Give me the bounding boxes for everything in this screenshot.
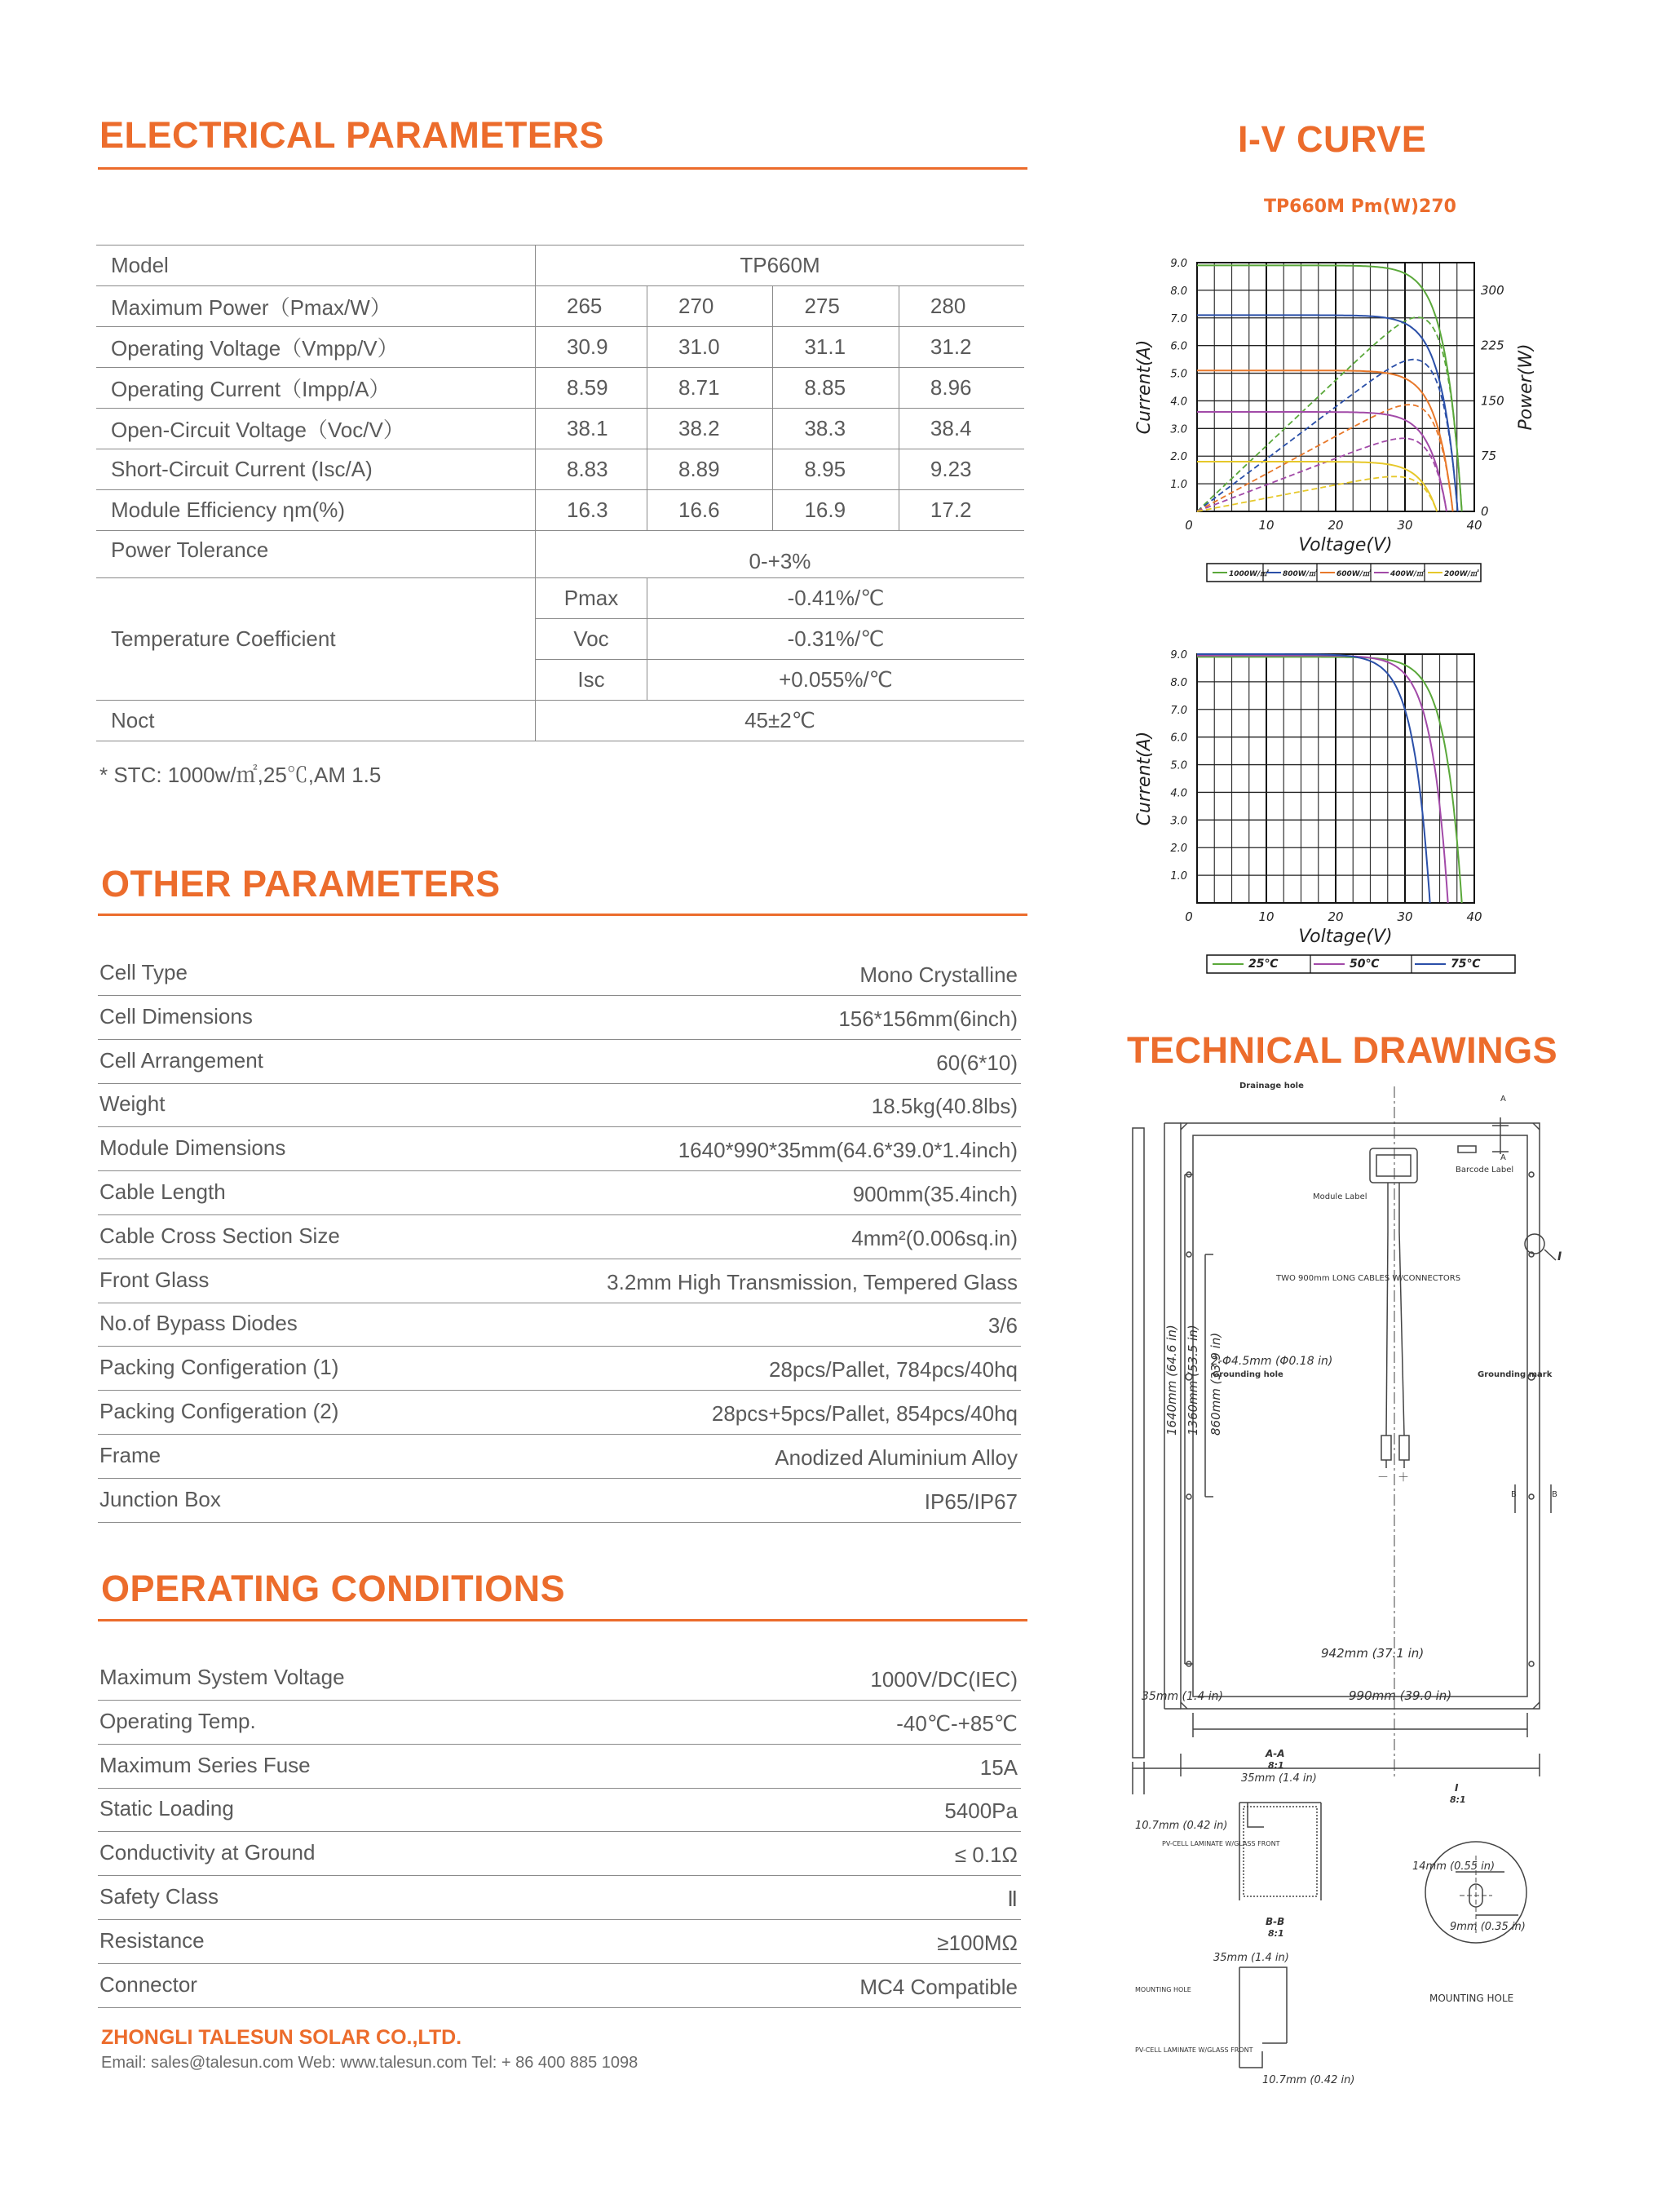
param-value: 3.2mm High Transmission, Tempered Glass <box>607 1269 1018 1294</box>
x-tick-label: 10 <box>1258 909 1275 924</box>
minus-symbol: － <box>1377 1471 1389 1484</box>
power-curve-line <box>1197 405 1453 511</box>
detail-dim: 14mm (0.55 in) <box>1412 1860 1495 1873</box>
plus-symbol: ＋ <box>1398 1471 1409 1484</box>
param-value: 60(6*10) <box>936 1050 1018 1075</box>
param-value: 15A <box>979 1754 1018 1780</box>
param-value: 3/6 <box>987 1313 1018 1338</box>
legend-label: 600W/㎡ <box>1336 570 1371 578</box>
param-label: Safety Class <box>99 1884 219 1909</box>
connector <box>1381 1436 1391 1460</box>
param-value: -40℃-+85℃ <box>896 1710 1018 1736</box>
stc-note: * STC: 1000w/㎡,25℃,AM 1.5 <box>99 763 382 787</box>
param-label: Operating Current（Impp/A） <box>96 368 536 409</box>
section-scale: 8:1 <box>1268 1760 1284 1771</box>
y-tick-label: 3.0 <box>1170 423 1187 436</box>
detail-i-title: I <box>1455 1782 1459 1794</box>
y-tick-label: 6.0 <box>1170 340 1187 353</box>
param-value: 28pcs+5pcs/Pallet, 854pcs/40hq <box>711 1401 1018 1426</box>
param-label: Packing Configeration (2) <box>99 1399 339 1423</box>
y2-tick-label: 75 <box>1481 449 1497 464</box>
param-value: 8.83 <box>536 449 647 490</box>
param-value: 38.2 <box>647 409 773 449</box>
y-tick-label: 1.0 <box>1170 870 1187 883</box>
table-row <box>96 531 1024 578</box>
param-label: Resistance <box>99 1927 205 1953</box>
param-value: 16.6 <box>647 490 773 531</box>
iv-curve-charts <box>1036 171 1670 987</box>
pv-cell-label: PV-CELL LAMINATE W/GLASS FRONT <box>1162 1840 1280 1847</box>
param-value: 900mm(35.4inch) <box>852 1182 1018 1206</box>
legend-label: 75℃ <box>1451 958 1481 971</box>
tolerance-value: 0-+3% <box>536 531 1025 578</box>
temp-value: -0.41%/℃ <box>647 578 1025 619</box>
y-tick-label: 4.0 <box>1170 787 1187 800</box>
x-tick-label: 40 <box>1466 518 1482 533</box>
list-item <box>98 1701 1021 1745</box>
list-item <box>98 1745 1021 1789</box>
x-tick-label: 0 <box>1185 518 1193 533</box>
barcode-label: Barcode Label <box>1456 1166 1514 1175</box>
y-tick-label: 5.0 <box>1170 759 1187 772</box>
legend-label: 1000W/㎡ <box>1229 570 1268 578</box>
grounding-hole-label: Grounding hole <box>1213 1370 1283 1379</box>
param-value: Mono Crystalline <box>859 962 1018 987</box>
table-row <box>96 490 1024 531</box>
param-value: 5400Pa <box>944 1798 1018 1824</box>
dim-860: 860mm (33.9 in) <box>1208 1332 1223 1436</box>
x-tick-label: 30 <box>1397 909 1413 924</box>
y-tick-label: 5.0 <box>1170 368 1187 381</box>
technical-drawing <box>1117 1077 1574 2088</box>
section-marker: B <box>1552 1490 1557 1499</box>
section-marker: A <box>1500 1153 1506 1162</box>
y-tick-label: 9.0 <box>1170 258 1187 270</box>
y-tick-label: 1.0 <box>1170 479 1187 492</box>
y-tick-label: 8.0 <box>1170 285 1187 298</box>
param-label: Maximum Series Fuse <box>99 1752 311 1777</box>
operating-conditions-heading: OPERATING CONDITIONS <box>101 1568 566 1609</box>
y2-axis-label: Power(W) <box>1516 343 1536 431</box>
list-item <box>98 1260 1021 1303</box>
param-label: Junction Box <box>99 1486 221 1511</box>
company-name: ZHONGLI TALESUN SOLAR CO.,LTD. <box>101 2026 462 2049</box>
param-value: 8.59 <box>536 368 647 409</box>
param-value: 17.2 <box>899 490 1024 531</box>
table-row <box>96 409 1024 449</box>
param-value: 16.9 <box>773 490 899 531</box>
section-marker: B <box>1511 1490 1517 1499</box>
list-item <box>98 1965 1021 2008</box>
list-item <box>98 1391 1021 1435</box>
param-value: IP65/IP67 <box>924 1489 1018 1514</box>
list-item <box>98 1347 1021 1391</box>
table-row <box>96 286 1024 327</box>
cable <box>1386 1232 1388 1436</box>
mounting-hole-label: MOUNTING HOLE <box>1135 1986 1191 1993</box>
section-dim: 35mm (1.4 in) <box>1241 1772 1317 1785</box>
frame-side-profile <box>1133 1128 1144 1758</box>
y-tick-label: 7.0 <box>1170 704 1187 717</box>
list-item <box>98 1877 1021 1920</box>
drainage-label: Drainage hole <box>1239 1082 1304 1091</box>
temp-coefficient-label: Temperature Coefficient <box>96 578 536 701</box>
iv-curve-line <box>1197 370 1453 511</box>
list-item <box>98 1128 1021 1171</box>
power-curve-line <box>1197 360 1458 511</box>
y-tick-label: 9.0 <box>1170 649 1187 661</box>
section-scale: 8:1 <box>1268 1928 1284 1939</box>
param-label: Conductivity at Ground <box>99 1840 316 1865</box>
chart-title: TP660M Pm(W)270 <box>1264 197 1456 217</box>
list-item <box>98 1303 1021 1347</box>
heading-rule <box>98 167 1027 170</box>
table-row <box>96 327 1024 368</box>
param-value: ≤ 0.1Ω <box>954 1843 1018 1868</box>
param-label: Maximum System Voltage <box>99 1665 345 1689</box>
param-value: 9.23 <box>899 449 1024 490</box>
section-dim: 35mm (1.4 in) <box>1213 1952 1289 1964</box>
pv-cell-label: PV-CELL LAMINATE W/GLASS FRONT <box>1135 2046 1253 2054</box>
param-value: 4mm²(0.006sq.in) <box>851 1225 1018 1250</box>
power-curve-line <box>1197 476 1437 511</box>
temp-key: Isc <box>536 660 647 701</box>
y-tick-label: 2.0 <box>1170 451 1187 464</box>
tolerance-label: Power Tolerance <box>96 531 536 578</box>
param-value: 280 <box>899 286 1024 327</box>
dim-942: 942mm (37.1 in) <box>1321 1646 1425 1661</box>
noct-value: 45±2℃ <box>536 701 1025 741</box>
param-label: No.of Bypass Diodes <box>99 1311 298 1336</box>
module-label: Module Label <box>1313 1192 1367 1201</box>
param-value: Ⅱ <box>1007 1887 1018 1911</box>
cable <box>1399 1232 1404 1436</box>
y-axis-label: Current(A) <box>1134 339 1155 435</box>
param-value: 8.95 <box>773 449 899 490</box>
temp-value: -0.31%/℃ <box>647 619 1025 660</box>
param-value: MC4 Compatible <box>859 1974 1018 1999</box>
list-item <box>98 1041 1021 1084</box>
param-value: 8.85 <box>773 368 899 409</box>
cables-label: TWO 900mm LONG CABLES W/CONNECTORS <box>1276 1274 1461 1283</box>
dim-1360: 1360mm (53.5 in) <box>1186 1325 1200 1436</box>
grounding-mark-label: Grounding mark <box>1478 1370 1553 1379</box>
param-label: Short-Circuit Current (Isc/A) <box>96 449 536 490</box>
technical-drawings-heading: TECHNICAL DRAWINGS <box>1127 1029 1558 1071</box>
param-value: 1640*990*35mm(64.6*39.0*1.4inch) <box>678 1138 1018 1163</box>
x-tick-label: 20 <box>1328 518 1344 533</box>
y-tick-label: 2.0 <box>1170 843 1187 856</box>
legend-label: 200W/㎡ <box>1444 570 1478 578</box>
detail-dim: 9mm (0.35 in) <box>1450 1921 1526 1933</box>
y2-tick-label: 225 <box>1481 338 1504 353</box>
legend-label: 800W/㎡ <box>1283 570 1317 578</box>
param-label: Operating Voltage（Vmpp/V） <box>96 327 536 368</box>
section-marker: A <box>1500 1095 1506 1104</box>
legend-label: 400W/㎡ <box>1390 570 1425 578</box>
param-label: Cable Length <box>99 1179 226 1204</box>
table-row <box>96 578 1024 619</box>
param-label: Cable Cross Section Size <box>99 1223 340 1248</box>
heading-rule <box>98 914 1027 916</box>
param-label: Cell Dimensions <box>99 1003 253 1029</box>
panel-frame <box>1181 1123 1540 1709</box>
section-dim: 10.7mm (0.42 in) <box>1262 2074 1355 2086</box>
temp-value: +0.055%/℃ <box>647 660 1025 701</box>
param-value: 28pcs/Pallet, 784pcs/40hq <box>769 1357 1018 1382</box>
holes-dimension: 2-Φ4.5mm (Φ0.18 in) <box>1211 1355 1333 1368</box>
section-aa-title: A-A <box>1266 1748 1285 1759</box>
param-value: 156*156mm(6inch) <box>838 1006 1018 1031</box>
param-value: 31.0 <box>647 327 773 368</box>
x-tick-label: 10 <box>1258 518 1275 533</box>
noct-label: Noct <box>96 701 536 741</box>
param-value: 18.5kg(40.8lbs) <box>871 1094 1018 1119</box>
heading-rule <box>98 1619 1027 1621</box>
y2-tick-label: 300 <box>1481 282 1504 298</box>
legend-label: 50℃ <box>1350 958 1380 971</box>
param-value: 1000V/DC(IEC) <box>870 1667 1018 1692</box>
param-value: 270 <box>647 286 773 327</box>
list-item <box>98 1833 1021 1876</box>
param-value: 16.3 <box>536 490 647 531</box>
param-label: Maximum Power（Pmax/W） <box>96 286 536 327</box>
iv-curve-heading: I-V CURVE <box>1238 118 1427 160</box>
contact-info: Email: sales@talesun.com Web: www.talesun.com Tel: + 86 400 885 1098 <box>101 2054 638 2072</box>
param-value: 30.9 <box>536 327 647 368</box>
y2-tick-label: 150 <box>1481 393 1504 409</box>
y-tick-label: 7.0 <box>1170 312 1187 325</box>
model-value: TP660M <box>536 246 1025 286</box>
list-item <box>98 1789 1021 1832</box>
list-item <box>98 997 1021 1040</box>
list-item <box>98 1172 1021 1215</box>
param-value: ≥100MΩ <box>937 1930 1018 1955</box>
electrical-parameters-table <box>96 245 1024 741</box>
list-item <box>98 953 1021 996</box>
temp-key: Voc <box>536 619 647 660</box>
power-curve-line <box>1197 438 1447 511</box>
section-scale: 8:1 <box>1450 1794 1466 1805</box>
param-label: Module Dimensions <box>99 1135 286 1161</box>
section-dim: 10.7mm (0.42 in) <box>1135 1820 1228 1832</box>
iv-curve-line <box>1197 656 1448 903</box>
param-value: 38.4 <box>899 409 1024 449</box>
model-label: Model <box>96 246 536 286</box>
y-tick-label: 6.0 <box>1170 732 1187 745</box>
connector <box>1399 1436 1409 1460</box>
mounting-hole-caption: MOUNTING HOLE <box>1429 1993 1514 2004</box>
temp-key: Pmax <box>536 578 647 619</box>
param-value: 265 <box>536 286 647 327</box>
table-row <box>96 246 1024 286</box>
electrical-parameters-heading: ELECTRICAL PARAMETERS <box>99 114 604 156</box>
param-label: Open-Circuit Voltage（Voc/V） <box>96 409 536 449</box>
param-value: 8.71 <box>647 368 773 409</box>
list-item <box>98 1216 1021 1259</box>
list-item <box>98 1084 1021 1127</box>
param-label: Front Glass <box>99 1267 210 1292</box>
table-row <box>96 449 1024 490</box>
y-tick-label: 4.0 <box>1170 396 1187 409</box>
x-tick-label: 40 <box>1466 909 1482 924</box>
table-row <box>96 368 1024 409</box>
param-value: 8.96 <box>899 368 1024 409</box>
x-tick-label: 0 <box>1185 909 1193 924</box>
y-tick-label: 8.0 <box>1170 676 1187 689</box>
param-label: Cell Type <box>99 960 188 984</box>
table-row <box>96 701 1024 741</box>
param-value: 31.2 <box>899 327 1024 368</box>
y2-tick-label: 0 <box>1481 504 1489 519</box>
x-axis-label: Voltage(V) <box>1298 927 1393 947</box>
param-label: Packing Configeration (1) <box>99 1355 339 1380</box>
list-item <box>98 1436 1021 1479</box>
x-tick-label: 30 <box>1397 518 1413 533</box>
param-value: 8.89 <box>647 449 773 490</box>
other-parameters-heading: OTHER PARAMETERS <box>101 863 501 905</box>
param-label: Module Efficiency ηm(%) <box>96 490 536 531</box>
param-label: Weight <box>99 1091 166 1117</box>
list-item <box>98 1480 1021 1523</box>
dim-35: 35mm (1.4 in) <box>1142 1690 1223 1703</box>
legend-label: 25℃ <box>1248 958 1279 971</box>
list-item <box>98 1921 1021 1964</box>
y-tick-label: 3.0 <box>1170 815 1187 828</box>
param-label: Connector <box>99 1971 197 1997</box>
dim-990: 990mm (39.0 in) <box>1349 1688 1452 1703</box>
y-axis-label: Current(A) <box>1134 731 1155 826</box>
param-value: 275 <box>773 286 899 327</box>
dim-1640: 1640mm (64.6 in) <box>1164 1325 1179 1436</box>
x-tick-label: 20 <box>1328 909 1344 924</box>
param-value: 38.3 <box>773 409 899 449</box>
param-value: Anodized Aluminium Alloy <box>775 1444 1018 1470</box>
detail-marker: I <box>1557 1250 1562 1263</box>
param-label: Cell Arrangement <box>99 1047 263 1073</box>
param-label: Frame <box>99 1442 161 1467</box>
param-value: 38.1 <box>536 409 647 449</box>
list-item <box>98 1657 1021 1701</box>
x-axis-label: Voltage(V) <box>1298 535 1393 555</box>
param-label: Static Loading <box>99 1796 234 1821</box>
param-label: Operating Temp. <box>99 1708 256 1733</box>
section-bb-title: B-B <box>1266 1916 1285 1927</box>
param-value: 31.1 <box>773 327 899 368</box>
